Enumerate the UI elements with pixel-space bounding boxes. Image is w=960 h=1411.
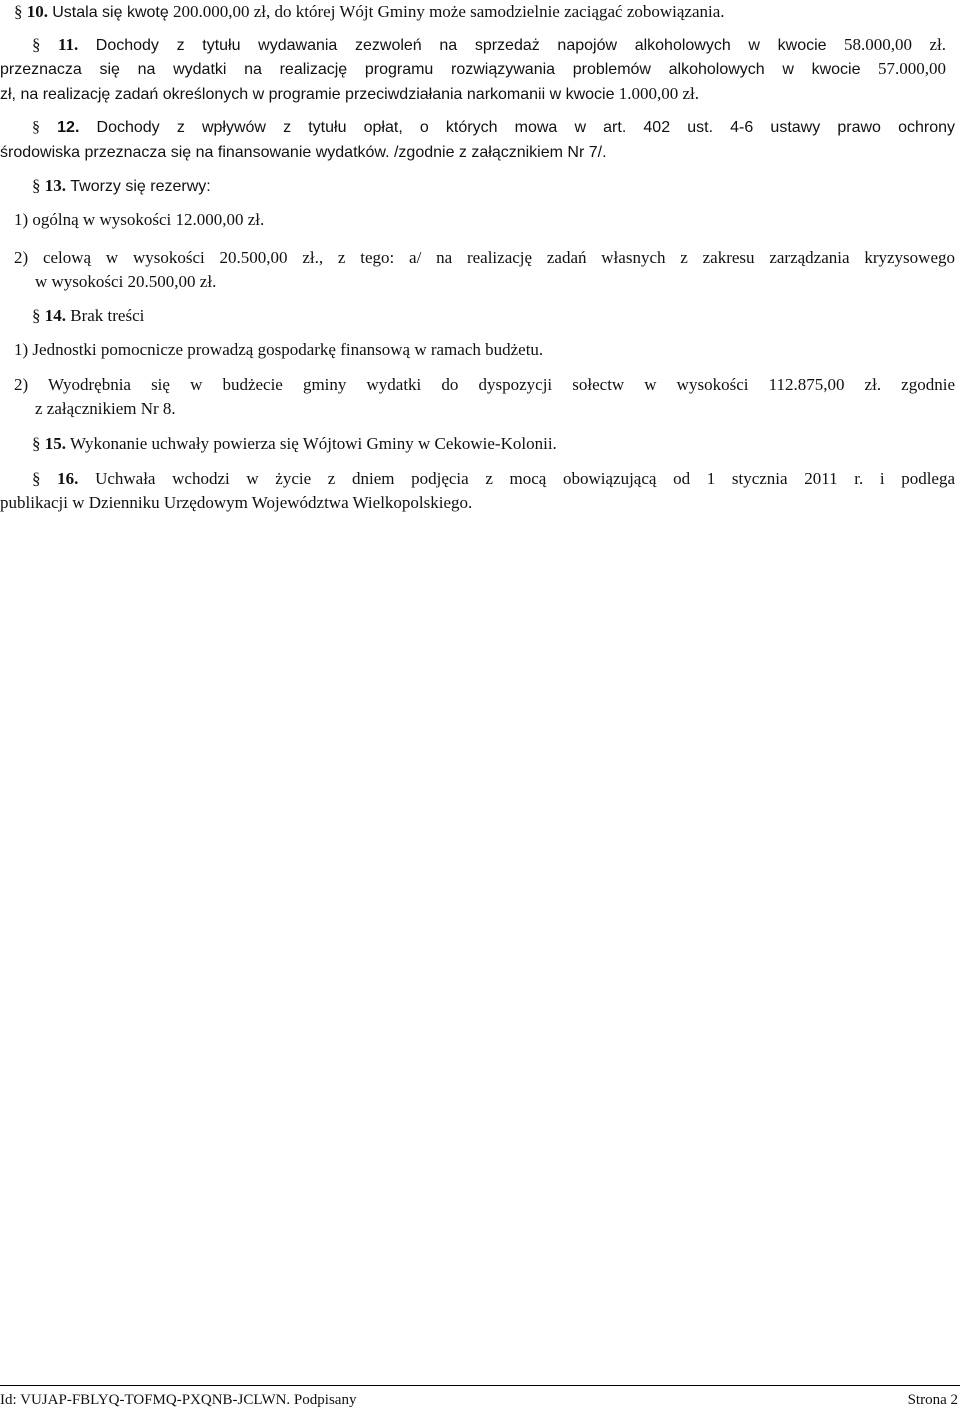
section-14-item-2-line-2 <box>35 398 176 420</box>
line-text: Ustala się kwotę <box>52 4 169 21</box>
section-mark: § <box>32 434 41 453</box>
section-number: 12. <box>57 119 80 136</box>
section-mark: § <box>32 176 41 195</box>
section-10-line-1 <box>14 1 725 23</box>
line-text: 200.000,00 zł, do której Wójt Gminy może samodzielnie zaciągać zobowiązania. <box>173 2 725 21</box>
line-text: 1) ogólną w wysokości 12.000,00 zł. <box>14 210 265 229</box>
section-11-line-1 <box>32 34 946 56</box>
footer-document-id: Id: VUJAP-FBLYQ-TOFMQ-PXQNB-JCLWN. Podpisany <box>0 1392 357 1408</box>
line-text: Uchwała wchodzi w życie z dniem podjęcia z mocą obowiązującą od 1 stycznia 2011 r. i podlega <box>95 469 955 488</box>
section-number: 14. <box>44 306 66 325</box>
footer-divider <box>0 1385 960 1386</box>
section-15-line-1 <box>32 433 557 455</box>
section-16-line-2 <box>0 492 472 514</box>
line-text: 1) Jednostki pomocnicze prowadzą gospodarkę finansową w ramach budżetu. <box>14 340 544 359</box>
section-11-line-2 <box>0 58 946 80</box>
section-number: 10. <box>26 2 48 21</box>
reserve-item-1 <box>14 209 264 231</box>
line-text: Brak treści <box>70 306 145 325</box>
section-12-line-2 <box>0 141 607 163</box>
section-mark: § <box>32 119 40 136</box>
line-text: 2) celową w wysokości 20.500,00 zł., z tego: a/ na realizację zadań własnych z zakresu zarządzania kryzysowego <box>14 248 955 267</box>
section-14-item-1 <box>14 339 543 361</box>
section-number: 15. <box>44 434 66 453</box>
section-14-line-1 <box>32 305 144 327</box>
section-13-line-1 <box>32 175 211 197</box>
section-number: 11. <box>57 35 79 54</box>
section-number: 16. <box>57 469 79 488</box>
reserve-item-2-line-1 <box>14 247 955 269</box>
line-text: zł, na realizację zadań określonych w programie przeciwdziałania narkomanii w kwocie <box>0 86 615 103</box>
line-text: 2) Wyodrębnia się w budżecie gminy wydatki do dyspozycji sołectw w wysokości 112.875,00 zł. zgodnie <box>14 375 955 394</box>
line-text: Dochody z tytułu wydawania zezwoleń na sprzedaż napojów alkoholowych w kwocie <box>95 37 827 54</box>
line-text: 57.000,00 <box>878 59 946 78</box>
line-text: publikacji w Dzienniku Urzędowym Województwa Wielkopolskiego. <box>0 493 473 512</box>
line-text: Tworzy się rezerwy: <box>70 178 211 195</box>
line-text: Wykonanie uchwały powierza się Wójtowi Gminy w Cekowie-Kolonii. <box>69 434 557 453</box>
section-14-item-2-line-1 <box>14 374 955 396</box>
line-text: środowiska przeznacza się na finansowanie wydatków. /zgodnie z załącznikiem Nr 7/. <box>0 144 607 161</box>
footer-page-number: Strona 2 <box>907 1392 958 1408</box>
section-mark: § <box>32 469 41 488</box>
line-text: Dochody z wpływów z tytułu opłat, o których mowa w art. 402 ust. 4-6 ustawy prawo ochrony <box>96 119 955 136</box>
line-text: w wysokości 20.500,00 zł. <box>35 272 217 291</box>
section-mark: § <box>32 306 41 325</box>
reserve-item-2-line-2 <box>35 271 216 293</box>
section-11-line-3 <box>0 83 699 105</box>
line-text: przeznacza się na wydatki na realizację programu rozwiązywania problemów alkoholowych w kwocie <box>0 61 861 78</box>
line-text: z załącznikiem Nr 8. <box>35 399 176 418</box>
line-text: 58.000,00 zł. <box>844 35 946 54</box>
section-mark: § <box>32 35 41 54</box>
section-16-line-1 <box>32 468 955 490</box>
section-mark: § <box>14 2 23 21</box>
section-12-line-1 <box>32 117 955 139</box>
line-text: 1.000,00 zł. <box>618 84 700 103</box>
section-number: 13. <box>44 176 66 195</box>
